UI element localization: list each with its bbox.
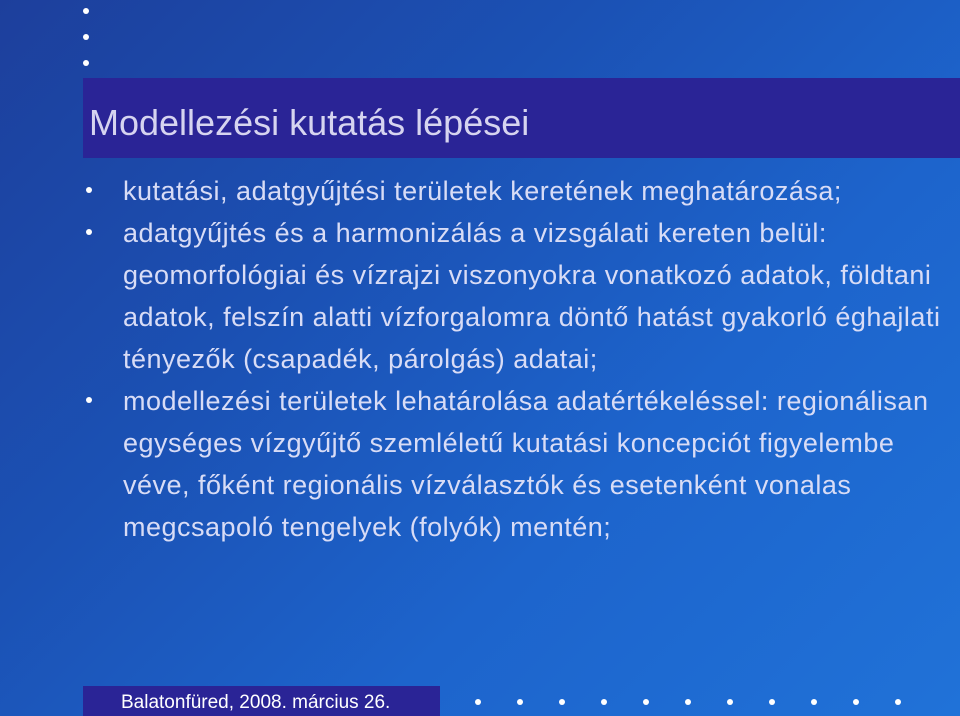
dot-icon — [811, 699, 817, 705]
bullet-list — [86, 170, 946, 548]
dot-icon — [517, 699, 523, 705]
bullet-item — [86, 212, 946, 380]
dot-icon — [601, 699, 607, 705]
title-bar — [83, 78, 960, 158]
bullet-icon — [86, 397, 92, 403]
dot-icon — [685, 699, 691, 705]
dot-icon — [559, 699, 565, 705]
bullet-text: modellezési területek lehatárolása adatértékeléssel: regionálisan egységes vízgyűjtő szemléletű kutatási koncepciót figyelembe véve, főként regionális vízválasztók és esetenként vonalas megcsapoló tengelyek (folyók) mentén; — [123, 386, 929, 542]
dot-icon — [853, 699, 859, 705]
bullet-icon — [86, 187, 92, 193]
bullet-item — [86, 170, 946, 212]
bullet-text: adatgyűjtés és a harmonizálás a vizsgálati kereten belül: geomorfológiai és vízrajzi viszonyokra vonatkozó adatok, földtani adatok, felszín alatti vízforgalomra döntő hatást gyakorló éghajlati tényezők (csapadék, párolgás) adatai; — [123, 218, 941, 374]
slide-title: Modellezési kutatás lépései — [89, 102, 530, 143]
dot-icon — [643, 699, 649, 705]
dot-icon — [727, 699, 733, 705]
dot-icon — [83, 60, 89, 66]
bullet-text: kutatási, adatgyűjtési területek keretének meghatározása; — [123, 176, 842, 206]
footer-text: Balatonfüred, 2008. március 26. — [121, 692, 391, 713]
footer-bar — [83, 686, 440, 716]
dot-icon — [895, 699, 901, 705]
bullet-item — [86, 380, 946, 548]
bullet-icon — [86, 229, 92, 235]
dot-icon — [769, 699, 775, 705]
decorative-dots-top — [83, 8, 89, 86]
dot-icon — [83, 34, 89, 40]
dot-icon — [475, 699, 481, 705]
dot-icon — [83, 8, 89, 14]
